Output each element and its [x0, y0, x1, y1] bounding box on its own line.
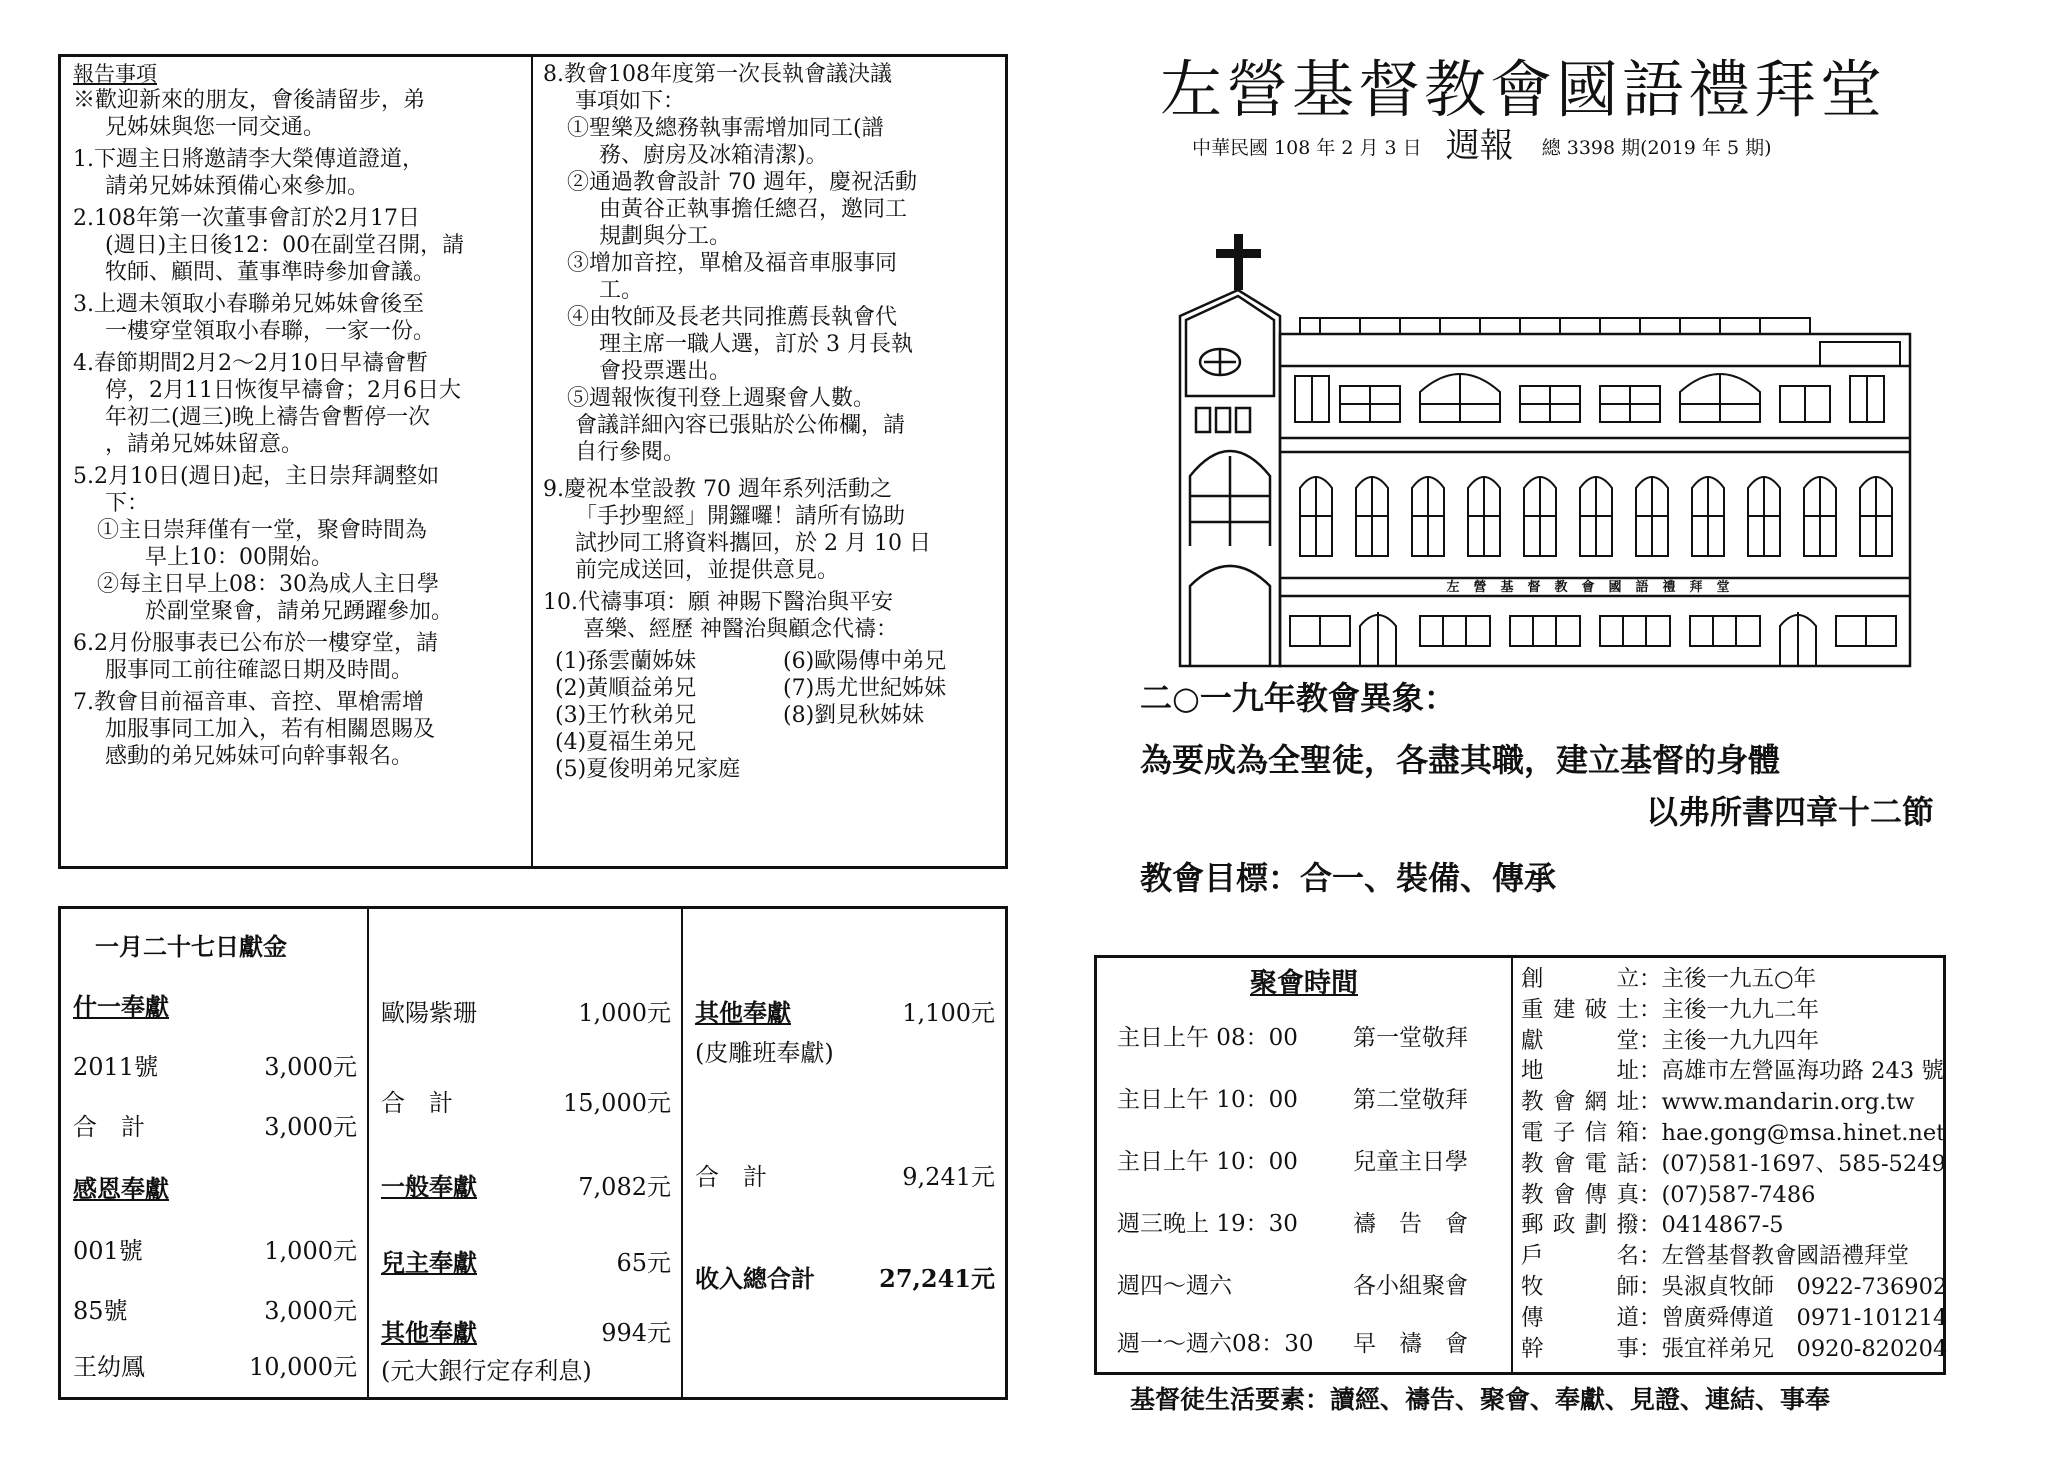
info-value: ：主後一九五○年 [1639, 966, 1817, 992]
announcement-line: 牧師、顧問、董事準時參加會議。 [105, 260, 436, 285]
prayer-name [783, 729, 997, 756]
offering-row [381, 1085, 671, 1121]
announcement-line: 前完成送回，並提供意見。 [575, 558, 840, 583]
announcement-line: 試抄同工將資料攜回，於 2 月 10 日 [575, 531, 931, 556]
announcement-line: 2.108年第一次董事會訂於2月17日 [73, 206, 420, 231]
info-value: ：曾廣舜傳道 0971-101214 [1639, 1304, 1948, 1331]
info-value: ：(07)581-1697、585-5249 [1639, 1150, 1946, 1177]
info-key: 電子信箱 [1521, 1119, 1639, 1146]
info-value: ：張宜祥弟兄 0920-820204 [1639, 1335, 1948, 1362]
announcement-line: 停，2月11日恢復早禱會；2月6日大 [105, 378, 461, 403]
meeting-time: 週一～週六08：30 [1117, 1331, 1314, 1357]
weekly-label: 週報 [1445, 126, 1514, 166]
vision-section [1140, 672, 1940, 904]
meeting-info-panel [1094, 955, 1946, 1375]
announcement-subline: 由黃谷正執事擔任總召，邀同工 [599, 197, 908, 222]
info-row [1521, 1241, 1943, 1272]
announcement-line: 7.教會目前福音車、音控、單槍需增 [73, 690, 424, 715]
info-key: 郵政劃撥 [1521, 1212, 1639, 1239]
offering-name: 001號 [73, 1237, 143, 1265]
offering-amount: 3,000元 [264, 1113, 357, 1141]
offering-note: (皮雕班奉獻) [695, 1039, 834, 1067]
offering-name: 歐陽紫珊 [381, 999, 477, 1027]
info-row [1521, 1087, 1943, 1118]
vision-statement: 為要成為全聖徒，各盡其職，建立基督的身體 [1140, 741, 1781, 779]
prayer-name: (3)王竹秋弟兄 [555, 703, 697, 728]
offering-name: 2011號 [73, 1053, 159, 1081]
info-key: 教會電話 [1521, 1150, 1639, 1177]
offering-row [73, 1109, 357, 1145]
announcement-line: 事項如下： [575, 89, 686, 114]
info-row [1521, 1303, 1948, 1334]
offering-amount: 27,241元 [879, 1264, 995, 1293]
welcome-line: ※歡迎新來的朋友，會後請留步，弟 [73, 88, 426, 113]
info-row [1521, 1210, 1943, 1241]
announcement-item-2 [73, 205, 521, 286]
offering-note: (元大銀行定存利息) [381, 1357, 592, 1385]
offering-amount: 10,000元 [249, 1353, 357, 1381]
announcement-line: 會議詳細內容已張貼於公佈欄，請 [575, 413, 906, 438]
announcement-subline: ④由牧師及長老共同推薦長執會代 [567, 305, 898, 330]
prayer-row [543, 648, 997, 675]
meeting-name: 第一堂敬拜 [1353, 1025, 1468, 1051]
prayer-name: (7)馬尤世紀姊妹 [783, 676, 947, 701]
info-row [1521, 1180, 1943, 1211]
prayer-name: (4)夏福生弟兄 [555, 730, 697, 755]
offering-name: 兒主奉獻 [381, 1248, 477, 1277]
meeting-time: 主日上午 10：00 [1117, 1087, 1298, 1113]
meeting-time: 週三晚上 19：30 [1117, 1211, 1298, 1237]
info-key: 牧師 [1521, 1273, 1639, 1300]
info-value: ：左營基督教會國語禮拜堂 [1639, 1243, 1910, 1270]
announcement-line: 1.下週主日將邀請李大榮傳道證道， [73, 147, 424, 172]
info-key: 創立 [1521, 966, 1639, 992]
offering-column-2 [369, 909, 683, 1397]
meeting-row [1117, 1324, 1499, 1364]
offering-name: 合 計 [381, 1089, 453, 1117]
vision-title: 二○一九年教會異象： [1140, 679, 1456, 717]
announcement-line: 一樓穿堂領取小春聯，一家一份。 [105, 319, 436, 344]
offering-row [73, 1293, 357, 1329]
offering-row [381, 1245, 671, 1281]
announcement-line: ，請弟兄姊妹留意。 [105, 432, 304, 457]
vision-scripture-ref: 以弗所書四章十二節 [1645, 793, 1934, 831]
announcement-line: 3.上週未領取小春聯弟兄姊妹會後至 [73, 292, 424, 317]
announcement-item-7 [73, 689, 521, 770]
announcements-left-column [61, 57, 533, 866]
offering-row [381, 1169, 671, 1205]
thanks-heading [73, 1171, 357, 1207]
offering-name: 王幼鳳 [73, 1353, 145, 1381]
announcement-item-6 [73, 630, 521, 684]
church-info [1513, 958, 1948, 1372]
announcement-line: 4.春節期間2月2～2月10日早禱會暫 [73, 351, 428, 376]
offering-amount: 1,000元 [578, 999, 671, 1027]
meeting-row [1117, 1266, 1499, 1306]
announcements-right-column [533, 57, 1005, 866]
offering-row [73, 1049, 357, 1085]
announcement-line: (週日)主日後12：00在副堂召開，請 [105, 233, 465, 258]
cross-icon [1216, 234, 1261, 290]
announcement-line: 8.教會108年度第一次長執會議決議 [543, 62, 892, 87]
offering-name: 一般奉獻 [381, 1172, 477, 1201]
offering-row [381, 995, 671, 1031]
prayer-name [783, 756, 997, 783]
announcements-panel [58, 54, 1008, 869]
meeting-name: 兒童主日學 [1353, 1149, 1468, 1175]
offering-amount: 3,000元 [264, 1053, 357, 1081]
prayer-name: (5)夏俊明弟兄家庭 [555, 757, 741, 782]
meeting-name: 早 禱 會 [1353, 1331, 1468, 1357]
meeting-times-heading: 聚會時間 [1250, 968, 1358, 999]
info-row [1521, 1272, 1948, 1303]
prayer-row [543, 675, 997, 702]
thanks-heading-label: 感恩奉獻 [73, 1174, 169, 1203]
announcement-subline: 規劃與分工。 [599, 224, 732, 249]
info-key: 幹事 [1521, 1335, 1639, 1362]
offering-amount: 65元 [616, 1249, 671, 1277]
announcement-subline: 理主席一職人選，訂於 3 月長執 [599, 332, 913, 357]
offering-name: 合 計 [73, 1113, 145, 1141]
info-row [1521, 1026, 1943, 1057]
info-row [1521, 1334, 1948, 1365]
offering-row [381, 1315, 671, 1351]
announcement-line: 10.代禱事項：願 神賜下醫治與平安 [543, 590, 893, 615]
offering-row [73, 1233, 357, 1269]
offering-name: 收入總合計 [695, 1264, 815, 1293]
announcement-line: 9.慶祝本堂設教 70 週年系列活動之 [543, 477, 892, 502]
announcement-subline: 早上10：00開始。 [145, 545, 333, 570]
tithe-heading-label: 什一奉獻 [73, 992, 169, 1021]
info-value: ：hae.gong@msa.hinet.net [1639, 1119, 1946, 1146]
announcement-subline: ③增加音控，單槍及福音車服事同 [567, 251, 898, 276]
meeting-name: 禱 告 會 [1353, 1211, 1468, 1237]
announcement-subline: ②通過教會設計 70 週年，慶祝活動 [567, 170, 917, 195]
prayer-row [543, 756, 997, 783]
announcement-item-10 [543, 589, 997, 643]
prayer-name: (1)孫雲蘭姊妹 [555, 649, 697, 674]
announcements-heading: 報告事項 [73, 62, 157, 86]
offering-amount: 994元 [601, 1319, 671, 1347]
tithe-heading [73, 989, 357, 1025]
welcome-line: 兄姊妹與您一同交通。 [105, 115, 326, 140]
info-value: ：高雄市左營區海功路 243 號 [1639, 1058, 1944, 1085]
info-row [1521, 995, 1943, 1026]
offering-name: 合 計 [695, 1163, 767, 1191]
announcement-line: 感動的弟兄姊妹可向幹事報名。 [105, 744, 414, 769]
info-key: 傳道 [1521, 1304, 1639, 1331]
announcement-item-8 [543, 61, 997, 466]
announcement-line: 6.2月份服事表已公布於一樓穿堂，請 [73, 631, 438, 656]
offering-amount: 7,082元 [578, 1173, 671, 1201]
info-value: ：吳淑貞牧師 0922-736902 [1639, 1273, 1948, 1300]
offering-row [695, 1159, 995, 1195]
offering-panel [58, 906, 1008, 1400]
info-value: ：主後一九九四年 [1639, 1027, 1820, 1054]
announcement-line: 「手抄聖經」開鑼囉！請所有協助 [575, 504, 906, 529]
announcement-item-9 [543, 476, 997, 584]
announcement-item-5 [73, 463, 521, 625]
announcement-line: 服事同工前往確認日期及時間。 [105, 658, 414, 683]
church-goal: 教會目標：合一、裝備、傳承 [1140, 859, 1557, 897]
meeting-time: 主日上午 10：00 [1117, 1149, 1298, 1175]
issue-date: 中華民國 108 年 2 月 3 日 [1192, 137, 1422, 159]
welcome-note [73, 87, 521, 141]
announcement-subline: ②每主日早上08：30為成人主日學 [97, 572, 439, 597]
announcement-line: 喜樂、經歷 神醫治與顧念代禱： [583, 617, 898, 642]
offering-amount: 1,000元 [264, 1237, 357, 1265]
offering-name: 其他奉獻 [381, 1318, 477, 1347]
info-row [1521, 964, 1943, 995]
announcement-line: 請弟兄姊妹預備心來參加。 [105, 174, 370, 199]
meeting-row [1117, 1142, 1499, 1182]
offering-name: 其他奉獻 [695, 998, 791, 1027]
offering-row [695, 995, 995, 1031]
info-key: 地址 [1521, 1058, 1639, 1085]
announcement-subline: 於副堂聚會，請弟兄踴躍參加。 [145, 599, 454, 624]
prayer-name: (6)歐陽傳中弟兄 [783, 649, 947, 674]
info-row [1521, 1149, 1946, 1180]
info-key: 教會傳真 [1521, 1181, 1639, 1208]
issue-line [1192, 126, 1912, 168]
offering-name: 85號 [73, 1297, 128, 1325]
announcement-subline: 會投票選出。 [599, 359, 732, 384]
announcement-item-4 [73, 350, 521, 458]
offering-amount: 15,000元 [563, 1089, 671, 1117]
meeting-time: 主日上午 08：00 [1117, 1025, 1298, 1051]
issue-number: 總 3398 期(2019 年 5 期) [1541, 137, 1772, 159]
info-value: ：(07)587-7486 [1639, 1181, 1816, 1208]
info-key: 重建破土 [1521, 996, 1639, 1023]
meeting-row [1117, 1080, 1499, 1120]
church-title: 左營基督教會國語禮拜堂 [1160, 53, 1887, 126]
announcement-subline: ⑤週報恢復刊登上週聚會人數。 [567, 386, 876, 411]
prayer-list [543, 648, 997, 783]
church-building-illustration [1160, 226, 1920, 671]
offering-grand-total [695, 1261, 995, 1297]
announcement-item-1 [73, 146, 521, 200]
offering-amount: 3,000元 [264, 1297, 357, 1325]
meeting-row [1117, 1204, 1499, 1244]
announcement-line: 自行參閱。 [575, 440, 686, 465]
meeting-name: 第二堂敬拜 [1353, 1087, 1468, 1113]
info-key: 教會網址 [1521, 1089, 1639, 1116]
meeting-row [1117, 1018, 1499, 1058]
info-key: 獻堂 [1521, 1027, 1639, 1054]
announcement-subline: 務、廚房及冰箱清潔)。 [599, 143, 828, 168]
announcement-line: 5.2月10日(週日)起，主日崇拜調整如 [73, 464, 440, 489]
info-value: ：主後一九九二年 [1639, 996, 1820, 1023]
meeting-name: 各小組聚會 [1353, 1273, 1468, 1299]
announcement-line: 下： [105, 491, 150, 516]
announcement-item-3 [73, 291, 521, 345]
info-row [1521, 1056, 1943, 1087]
announcement-line: 年初二(週三)晚上禱告會暫停一次 [105, 405, 431, 430]
prayer-row [543, 702, 997, 729]
info-value: ：www.mandarin.org.tw [1639, 1089, 1915, 1116]
info-key: 戶名 [1521, 1243, 1639, 1270]
info-row [1521, 1118, 1946, 1149]
meeting-times [1097, 958, 1513, 1372]
christian-life-essentials: 基督徒生活要素：讀經、禱告、聚會、奉獻、見證、連結、事奉 [1130, 1385, 1831, 1414]
building-sign: 左營基督教會國語禮拜堂 [1446, 580, 1744, 595]
announcement-subline: 工。 [599, 278, 644, 303]
prayer-name: (8)劉見秋姊妹 [783, 703, 925, 728]
prayer-row [543, 729, 997, 756]
offering-column-1 [61, 909, 369, 1397]
info-value: ：0414867-5 [1639, 1212, 1784, 1239]
offering-date-title: 一月二十七日獻金 [95, 932, 287, 961]
offering-amount: 1,100元 [902, 999, 995, 1027]
announcement-line: 加服事同工加入，若有相關恩賜及 [105, 717, 436, 742]
offering-column-3 [683, 909, 1005, 1397]
offering-row [73, 1349, 357, 1385]
meeting-time: 週四～週六 [1117, 1273, 1232, 1299]
announcement-subline: ①聖樂及總務執事需增加同工(譜 [567, 116, 884, 141]
prayer-name: (2)黃順益弟兄 [555, 676, 697, 701]
announcement-subline: ①主日崇拜僅有一堂，聚會時間為 [97, 518, 428, 543]
offering-amount: 9,241元 [902, 1163, 995, 1191]
